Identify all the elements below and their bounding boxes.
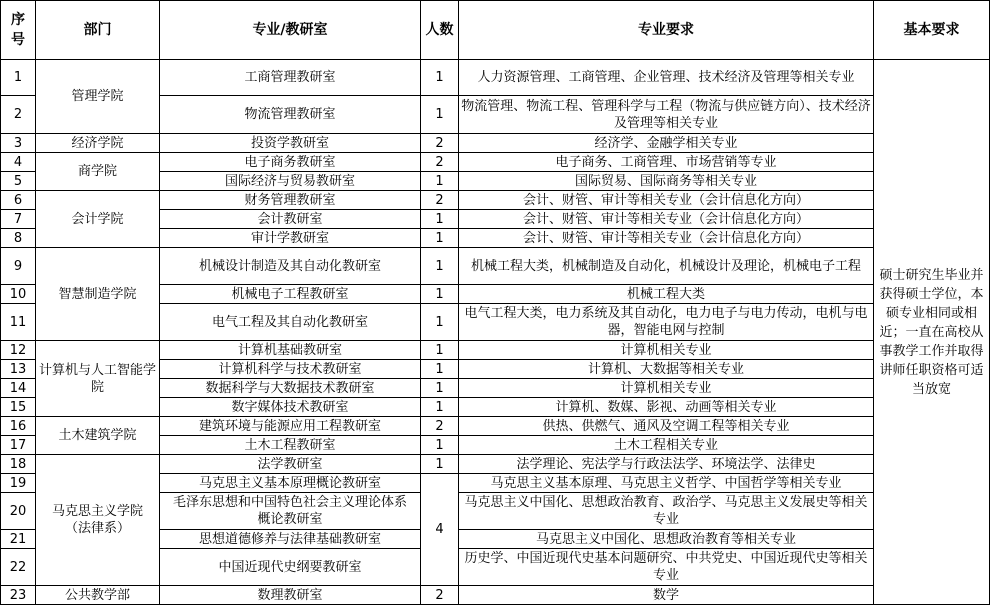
major-cell: 物流管理教研室 xyxy=(160,96,421,134)
count-cell: 1 xyxy=(421,436,459,455)
major-req-cell: 土木工程相关专业 xyxy=(459,436,874,455)
count-cell: 1 xyxy=(421,398,459,417)
major-req-cell: 物流管理、物流工程、管理科学与工程（物流与供应链方向）、技术经济及管理等相关专业 xyxy=(459,96,874,134)
seq-cell: 12 xyxy=(1,341,36,360)
major-cell: 机械设计制造及其自动化教研室 xyxy=(160,248,421,285)
dept-cell: 计算机与人工智能学院 xyxy=(36,341,160,417)
major-cell: 中国近现代史纲要教研室 xyxy=(160,549,421,586)
major-req-cell: 计算机、大数据等相关专业 xyxy=(459,360,874,379)
count-cell: 2 xyxy=(421,134,459,153)
header-major-req: 专业要求 xyxy=(459,1,874,60)
count-cell: 1 xyxy=(421,304,459,341)
table-row xyxy=(1,248,990,285)
count-cell: 1 xyxy=(421,96,459,134)
header-row xyxy=(1,1,990,60)
dept-cell: 土木建筑学院 xyxy=(36,417,160,455)
header-basic-req: 基本要求 xyxy=(874,1,990,60)
header-major: 专业/教研室 xyxy=(160,1,421,60)
seq-cell: 7 xyxy=(1,210,36,229)
major-cell: 电气工程及其自动化教研室 xyxy=(160,304,421,341)
major-req-cell: 会计、财管、审计等相关专业（会计信息化方向） xyxy=(459,191,874,210)
major-cell: 土木工程教研室 xyxy=(160,436,421,455)
seq-cell: 17 xyxy=(1,436,36,455)
seq-cell: 21 xyxy=(1,530,36,549)
seq-cell: 16 xyxy=(1,417,36,436)
major-req-cell: 马克思主义中国化、思想政治教育等相关专业 xyxy=(459,530,874,549)
count-cell: 1 xyxy=(421,455,459,474)
major-cell: 财务管理教研室 xyxy=(160,191,421,210)
table-row xyxy=(1,60,990,96)
major-cell: 会计教研室 xyxy=(160,210,421,229)
major-cell: 工商管理教研室 xyxy=(160,60,421,96)
major-cell: 法学教研室 xyxy=(160,455,421,474)
major-req-cell: 机械工程大类，机械制造及自动化，机械设计及理论，机械电子工程 xyxy=(459,248,874,285)
header-seq: 序号 xyxy=(1,1,36,60)
major-req-cell: 供热、供燃气、通风及空调工程等相关专业 xyxy=(459,417,874,436)
dept-cell: 智慧制造学院 xyxy=(36,248,160,341)
major-req-cell: 经济学、金融学相关专业 xyxy=(459,134,874,153)
table-row xyxy=(1,153,990,172)
basic-req-cell: 硕士研究生毕业并获得硕士学位，本硕专业相同或相近；一直在高校从事教学工作并取得讲师任职资格可适当放宽 xyxy=(874,60,990,605)
dept-cell: 商学院 xyxy=(36,153,160,191)
major-req-cell: 法学理论、宪法学与行政法法学、环境法学、法律史 xyxy=(459,455,874,474)
seq-cell: 4 xyxy=(1,153,36,172)
dept-cell: 马克思主义学院（法律系） xyxy=(36,455,160,586)
seq-cell: 22 xyxy=(1,549,36,586)
major-cell: 毛泽东思想和中国特色社会主义理论体系概论教研室 xyxy=(160,493,421,530)
major-req-cell: 电气工程大类，电力系统及其自动化，电力电子与电力传动，电机与电器，智能电网与控制 xyxy=(459,304,874,341)
seq-cell: 1 xyxy=(1,60,36,96)
major-cell: 思想道德修养与法律基础教研室 xyxy=(160,530,421,549)
major-cell: 计算机基础教研室 xyxy=(160,341,421,360)
count-cell: 1 xyxy=(421,285,459,304)
table-row xyxy=(1,417,990,436)
dept-cell: 公共教学部 xyxy=(36,586,160,605)
header-dept: 部门 xyxy=(36,1,160,60)
major-cell: 数理教研室 xyxy=(160,586,421,605)
table-row xyxy=(1,191,990,210)
major-req-cell: 会计、财管、审计等相关专业（会计信息化方向） xyxy=(459,210,874,229)
count-cell: 1 xyxy=(421,210,459,229)
major-cell: 国际经济与贸易教研室 xyxy=(160,172,421,191)
major-cell: 马克思主义基本原理概论教研室 xyxy=(160,474,421,493)
major-req-cell: 人力资源管理、工商管理、企业管理、技术经济及管理等相关专业 xyxy=(459,60,874,96)
seq-cell: 5 xyxy=(1,172,36,191)
major-req-cell: 历史学、中国近现代史基本问题研究、中共党史、中国近现代史等相关专业 xyxy=(459,549,874,586)
major-cell: 投资学教研室 xyxy=(160,134,421,153)
table-row xyxy=(1,134,990,153)
dept-cell: 经济学院 xyxy=(36,134,160,153)
seq-cell: 15 xyxy=(1,398,36,417)
count-cell: 2 xyxy=(421,191,459,210)
count-cell: 1 xyxy=(421,341,459,360)
dept-cell: 管理学院 xyxy=(36,60,160,134)
seq-cell: 10 xyxy=(1,285,36,304)
seq-cell: 23 xyxy=(1,586,36,605)
count-cell: 1 xyxy=(421,229,459,248)
count-cell: 4 xyxy=(421,474,459,586)
major-cell: 数据科学与大数据技术教研室 xyxy=(160,379,421,398)
major-req-cell: 数学 xyxy=(459,586,874,605)
count-cell: 2 xyxy=(421,586,459,605)
major-cell: 数字媒体技术教研室 xyxy=(160,398,421,417)
major-req-cell: 计算机相关专业 xyxy=(459,341,874,360)
major-req-cell: 马克思主义中国化、思想政治教育、政治学、马克思主义发展史等相关专业 xyxy=(459,493,874,530)
seq-cell: 6 xyxy=(1,191,36,210)
table-row xyxy=(1,455,990,474)
seq-cell: 13 xyxy=(1,360,36,379)
dept-cell: 会计学院 xyxy=(36,191,160,248)
count-cell: 1 xyxy=(421,248,459,285)
count-cell: 1 xyxy=(421,172,459,191)
count-cell: 1 xyxy=(421,360,459,379)
major-cell: 审计学教研室 xyxy=(160,229,421,248)
seq-cell: 11 xyxy=(1,304,36,341)
seq-cell: 3 xyxy=(1,134,36,153)
seq-cell: 18 xyxy=(1,455,36,474)
seq-cell: 19 xyxy=(1,474,36,493)
major-cell: 计算机科学与技术教研室 xyxy=(160,360,421,379)
major-cell: 机械电子工程教研室 xyxy=(160,285,421,304)
seq-cell: 2 xyxy=(1,96,36,134)
count-cell: 1 xyxy=(421,379,459,398)
major-cell: 电子商务教研室 xyxy=(160,153,421,172)
seq-cell: 8 xyxy=(1,229,36,248)
major-cell: 建筑环境与能源应用工程教研室 xyxy=(160,417,421,436)
seq-cell: 14 xyxy=(1,379,36,398)
count-cell: 2 xyxy=(421,153,459,172)
table-row xyxy=(1,341,990,360)
header-count: 人数 xyxy=(421,1,459,60)
major-req-cell: 计算机、数媒、影视、动画等相关专业 xyxy=(459,398,874,417)
seq-cell: 20 xyxy=(1,493,36,530)
major-req-cell: 计算机相关专业 xyxy=(459,379,874,398)
count-cell: 2 xyxy=(421,417,459,436)
major-req-cell: 机械工程大类 xyxy=(459,285,874,304)
major-req-cell: 国际贸易、国际商务等相关专业 xyxy=(459,172,874,191)
major-req-cell: 电子商务、工商管理、市场营销等专业 xyxy=(459,153,874,172)
count-cell: 1 xyxy=(421,60,459,96)
major-req-cell: 马克思主义基本原理、马克思主义哲学、中国哲学等相关专业 xyxy=(459,474,874,493)
seq-cell: 9 xyxy=(1,248,36,285)
major-req-cell: 会计、财管、审计等相关专业（会计信息化方向） xyxy=(459,229,874,248)
